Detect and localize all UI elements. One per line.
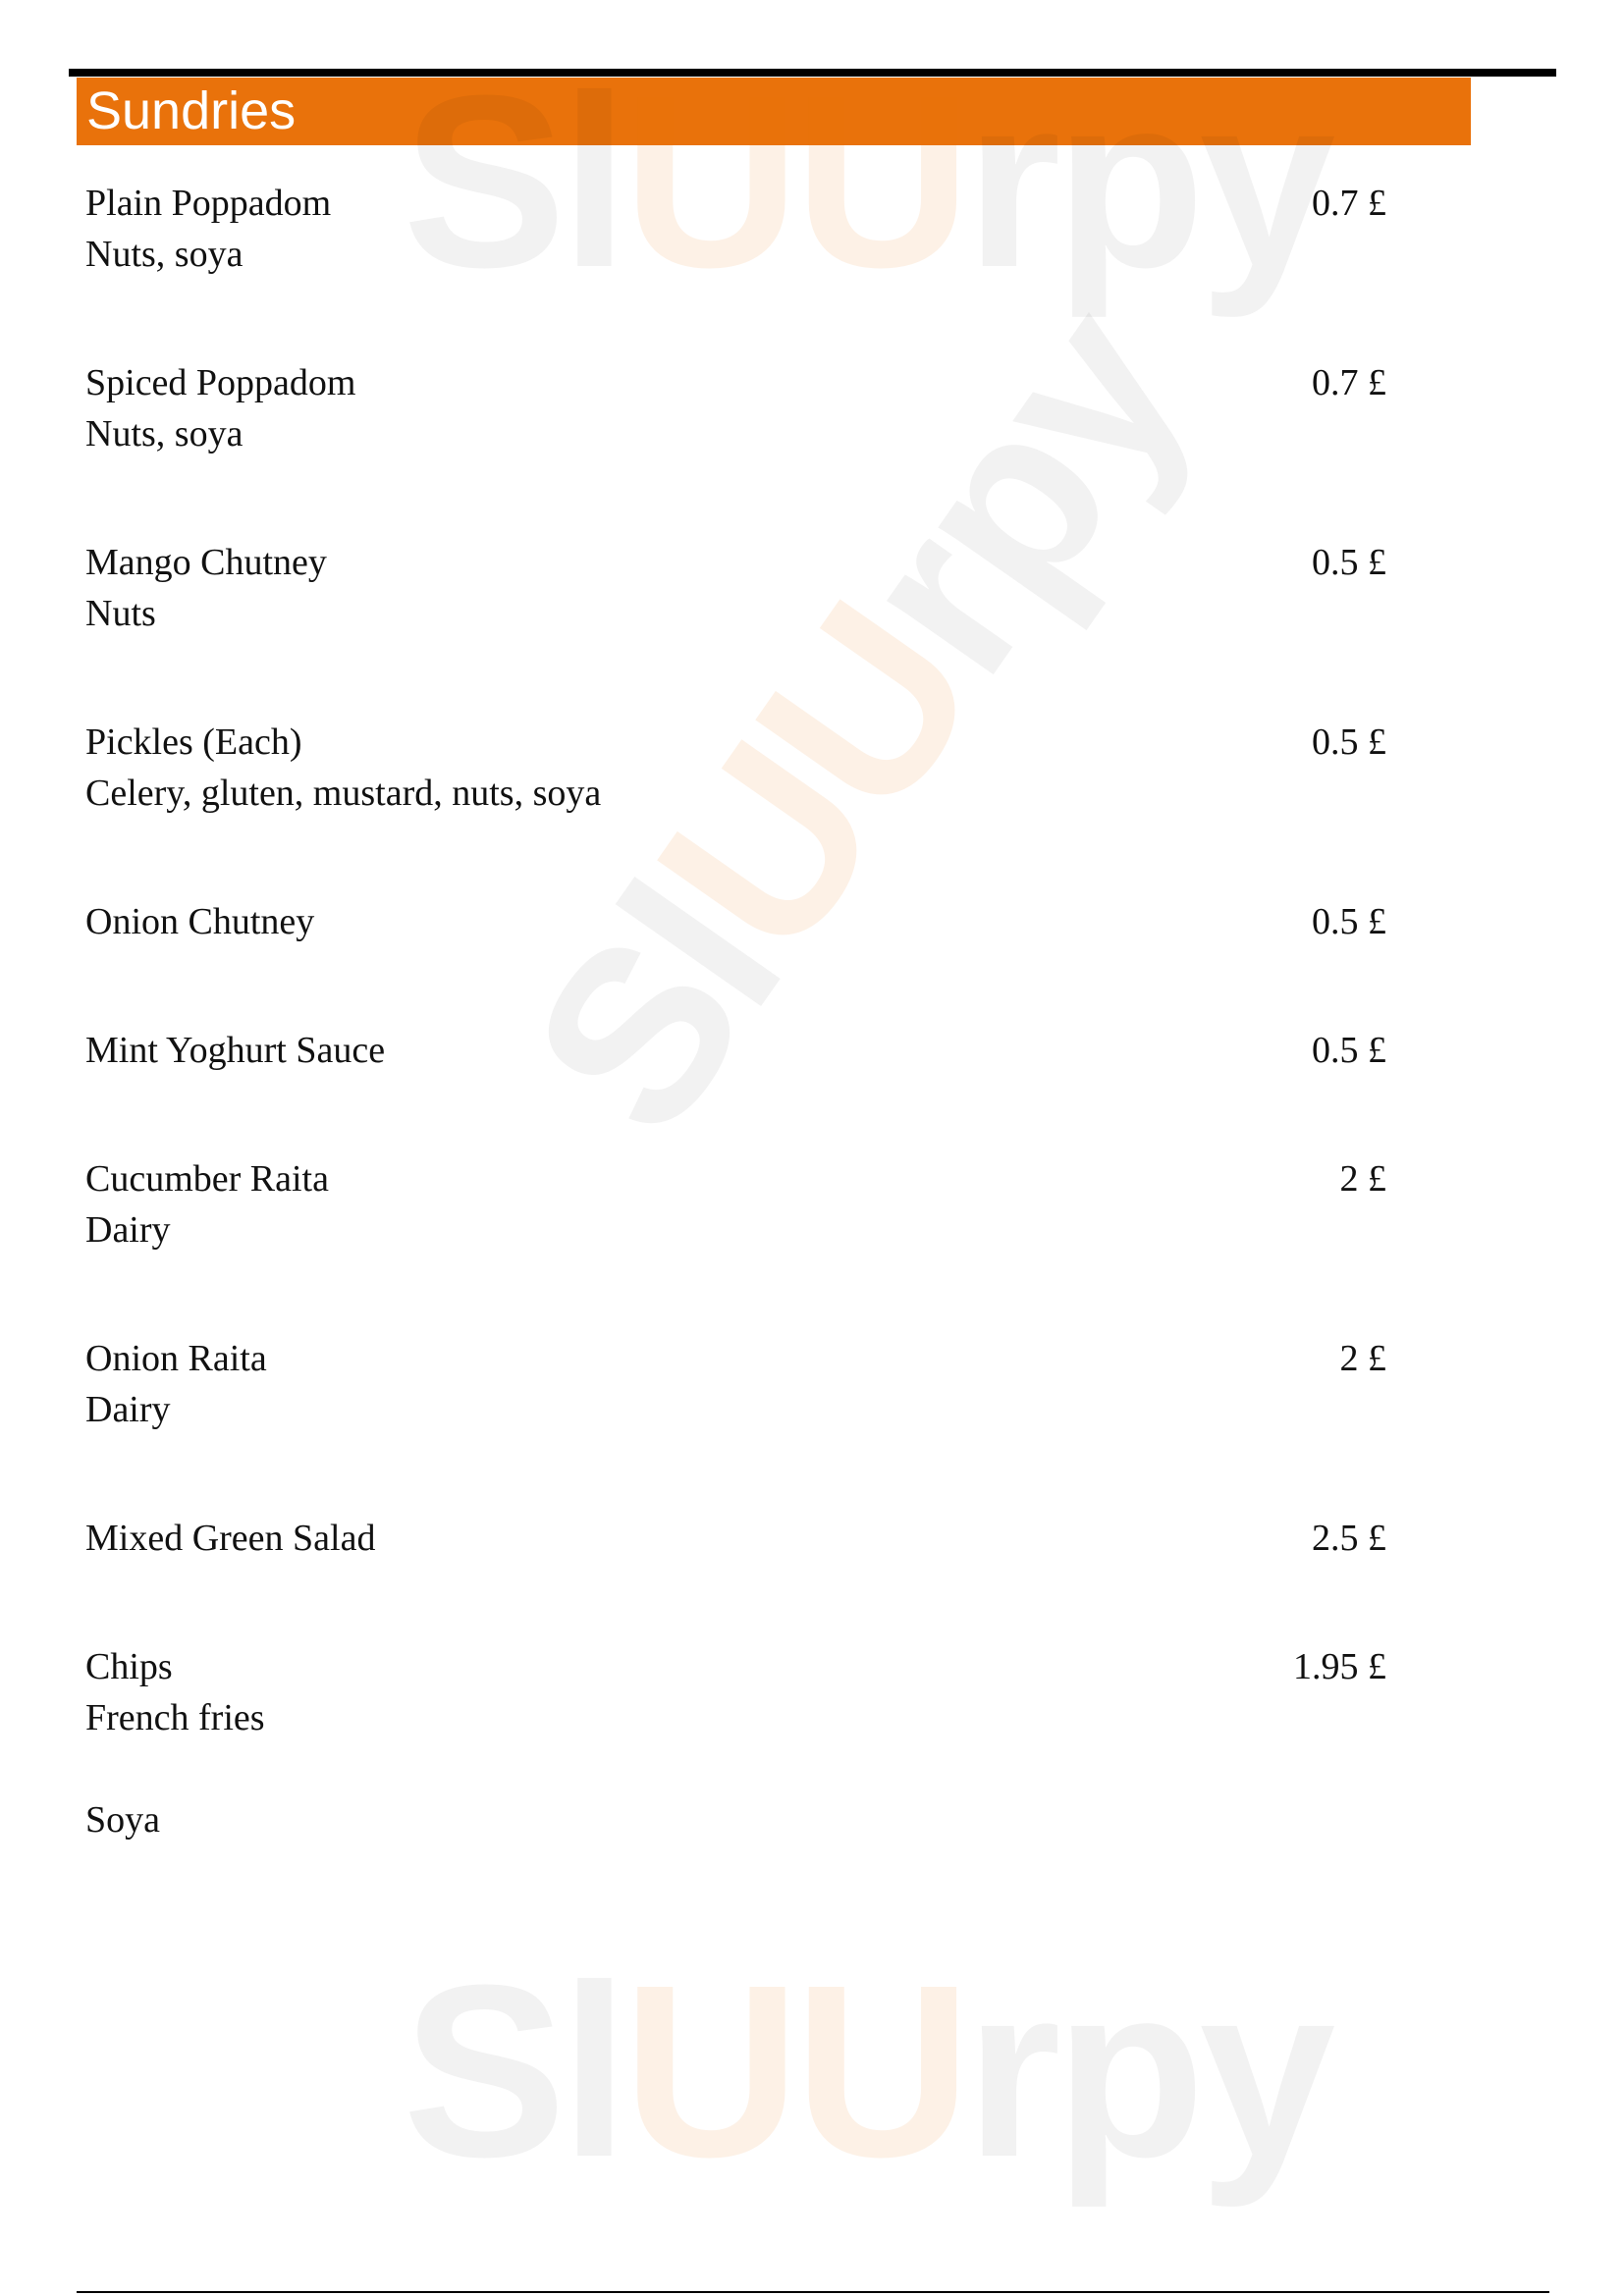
item-name: Pickles (Each) (85, 721, 302, 763)
bottom-rule (77, 2291, 1549, 2293)
menu-item-mango-chutney (85, 537, 1386, 639)
item-name: Mixed Green Salad (85, 1518, 376, 1559)
watermark-logo: SlUUrpy (403, 1934, 1330, 2208)
item-name: Spiced Poppadom (85, 362, 356, 403)
item-price: 0.5 £ (1312, 721, 1386, 763)
menu-item-onion-raita (85, 1333, 1386, 1435)
item-name: Onion Chutney (85, 901, 315, 942)
item-price: 0.5 £ (1312, 1030, 1386, 1071)
item-name: Mango Chutney (85, 542, 327, 583)
section-title: Sundries (86, 81, 297, 140)
item-allergens: Dairy (85, 1209, 171, 1251)
menu-item-pickles (85, 717, 1386, 819)
watermark-logo: SlUUrpy (403, 44, 1330, 318)
section-header (77, 78, 1471, 145)
top-rule (69, 69, 1556, 77)
menu-item-mint-yoghurt-sauce (85, 1025, 1386, 1076)
item-price: 0.5 £ (1312, 901, 1386, 942)
item-allergens: Nuts (85, 593, 156, 634)
item-allergens: Dairy (85, 1389, 171, 1430)
trailing-note (85, 1794, 1386, 1845)
item-price: 2 £ (1339, 1338, 1386, 1379)
item-allergens: French fries (85, 1697, 265, 1738)
menu-item-mixed-green-salad (85, 1513, 1386, 1564)
item-name: Plain Poppadom (85, 183, 332, 224)
item-name: Onion Raita (85, 1338, 267, 1379)
item-allergens: Nuts, soya (85, 234, 244, 275)
menu-item-onion-chutney (85, 896, 1386, 947)
item-allergens: Nuts, soya (85, 413, 244, 454)
item-name: Mint Yoghurt Sauce (85, 1030, 386, 1071)
item-allergens: Celery, gluten, mustard, nuts, soya (85, 773, 602, 814)
item-price: 2 £ (1339, 1158, 1386, 1200)
item-price: 2.5 £ (1312, 1518, 1386, 1559)
menu-item-chips (85, 1641, 1386, 1743)
item-price: 1.95 £ (1293, 1646, 1386, 1687)
menu-item-cucumber-raita (85, 1153, 1386, 1255)
item-name: Chips (85, 1646, 173, 1687)
menu-item-spiced-poppadom (85, 357, 1386, 459)
watermark-logo: SlUUrpy (478, 262, 1235, 1180)
item-price: 0.5 £ (1312, 542, 1386, 583)
note-text: Soya (85, 1799, 160, 1841)
item-name: Cucumber Raita (85, 1158, 329, 1200)
item-price: 0.7 £ (1312, 183, 1386, 224)
item-price: 0.7 £ (1312, 362, 1386, 403)
menu-item-plain-poppadom (85, 178, 1386, 280)
